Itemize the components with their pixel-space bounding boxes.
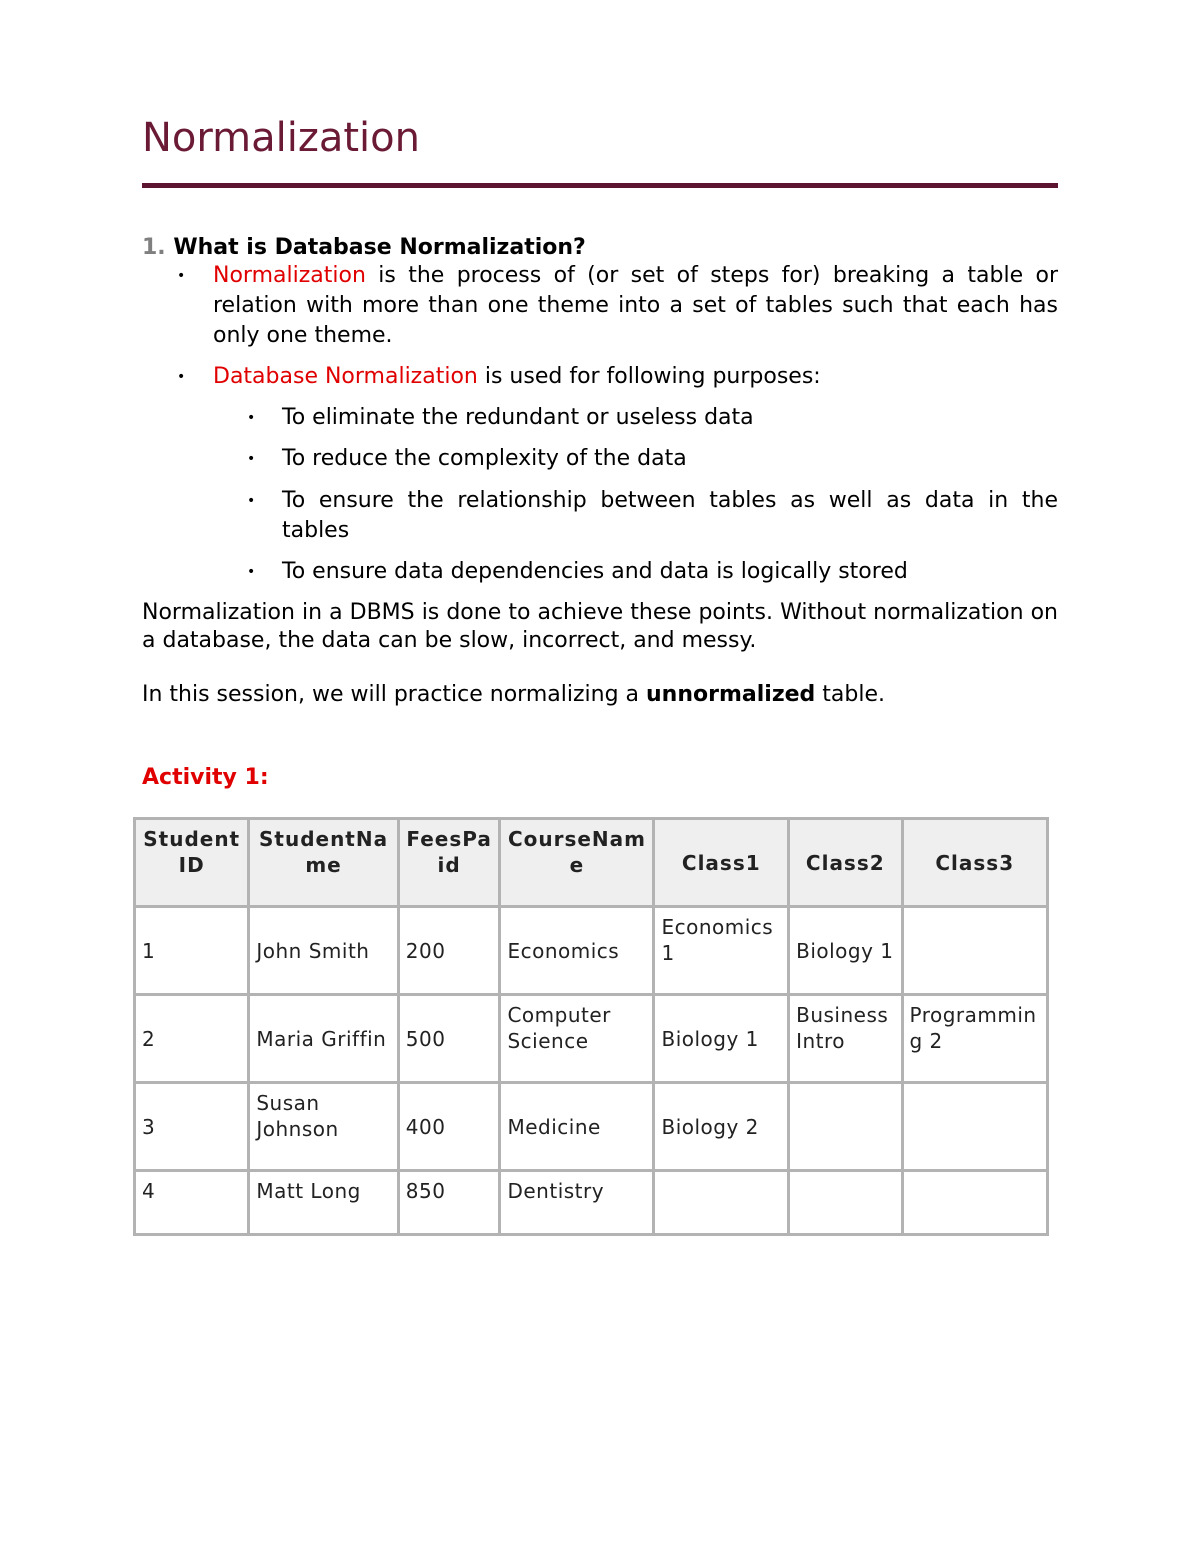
bullet-icon: •: [247, 493, 256, 509]
table-cell: 2: [135, 995, 249, 1083]
table-cell: John Smith: [249, 907, 398, 995]
table-cell: [789, 1083, 902, 1171]
title-divider: [142, 183, 1058, 188]
purpose-text: To eliminate the redundant or useless data: [282, 405, 754, 430]
table-cell: Susan Johnson: [249, 1083, 398, 1171]
table-row: [135, 995, 1048, 1083]
header-cell: Student ID: [135, 819, 249, 907]
table-cell: 400: [398, 1083, 500, 1171]
table-cell: 200: [398, 907, 500, 995]
session-text-bold: unnormalized: [646, 682, 816, 707]
table-row: [135, 1083, 1048, 1171]
table-cell: Dentistry: [500, 1171, 654, 1235]
session-paragraph: [142, 681, 1058, 709]
question-heading: [142, 233, 586, 263]
table-cell: Maria Griffin: [249, 995, 398, 1083]
table-cell: 3: [135, 1083, 249, 1171]
purpose-text: To ensure the relationship between tables as well as data in the tables: [282, 488, 1058, 543]
table-row: [135, 1171, 1048, 1235]
table-cell: Matt Long: [249, 1171, 398, 1235]
bullet-icon: •: [247, 451, 256, 467]
purposes-rest: is used for following purposes:: [477, 364, 821, 389]
table-cell: Biology 1: [789, 907, 902, 995]
table-cell: Computer Science: [500, 995, 654, 1083]
table-cell: 850: [398, 1171, 500, 1235]
question-number: 1.: [142, 235, 166, 260]
header-cell: Class3: [902, 819, 1048, 907]
bullet-icon: •: [247, 410, 256, 426]
table-cell: Biology 1: [654, 995, 789, 1083]
table-cell: Business Intro: [789, 995, 902, 1083]
header-cell: Class2: [789, 819, 902, 907]
table-cell: Programmin g 2: [902, 995, 1048, 1083]
table-row: [135, 907, 1048, 995]
table-cell: [902, 1171, 1048, 1235]
table-header-row: [135, 819, 1048, 907]
header-cell: Class1: [654, 819, 789, 907]
question-text: What is Database Normalization?: [173, 235, 586, 260]
purpose-text: To ensure data dependencies and data is logically stored: [282, 559, 908, 584]
purpose-text: To reduce the complexity of the data: [282, 446, 687, 471]
definition-bullet: [177, 261, 1058, 351]
table-cell: Biology 2: [654, 1083, 789, 1171]
purpose-item: [247, 486, 1058, 546]
table-cell: Economics: [500, 907, 654, 995]
summary-paragraph: Normalization in a DBMS is done to achieve these points. Without normalization on a database, the data can be slow, incorrect, and messy.: [142, 600, 1058, 653]
activity-heading: Activity 1:: [142, 765, 269, 790]
header-cell: StudentNa me: [249, 819, 398, 907]
purpose-item: [247, 557, 1058, 587]
table-cell: 1: [135, 907, 249, 995]
bullet-icon: •: [177, 268, 186, 284]
page-title: Normalization: [142, 115, 420, 161]
table-cell: Medicine: [500, 1083, 654, 1171]
purpose-item: [247, 403, 1058, 433]
unnormalized-table: [133, 817, 1049, 1236]
table-cell: [654, 1171, 789, 1235]
definition-text: [213, 261, 1058, 351]
session-text-before: In this session, we will practice normalizing a: [142, 682, 647, 707]
definition-highlight: Normalization: [213, 263, 366, 288]
bullet-icon: •: [177, 369, 186, 385]
bullet-icon: •: [247, 564, 256, 580]
table-cell: [902, 1083, 1048, 1171]
purposes-highlight: Database Normalization: [213, 364, 478, 389]
header-cell: FeesPa id: [398, 819, 500, 907]
header-cell: CourseNam e: [500, 819, 654, 907]
table-cell: Economics 1: [654, 907, 789, 995]
session-text-after: table.: [815, 682, 886, 707]
purposes-intro-text: [213, 362, 1058, 392]
table-cell: [902, 907, 1048, 995]
table-cell: 4: [135, 1171, 249, 1235]
definition-rest: is the process of (or set of steps for) breaking a table or relation with more than one theme into a set of tables such that each has only one theme.: [213, 263, 1058, 348]
purpose-item: [247, 444, 1058, 474]
table-cell: 500: [398, 995, 500, 1083]
table-cell: [789, 1171, 902, 1235]
purposes-bullet: [177, 362, 1058, 392]
